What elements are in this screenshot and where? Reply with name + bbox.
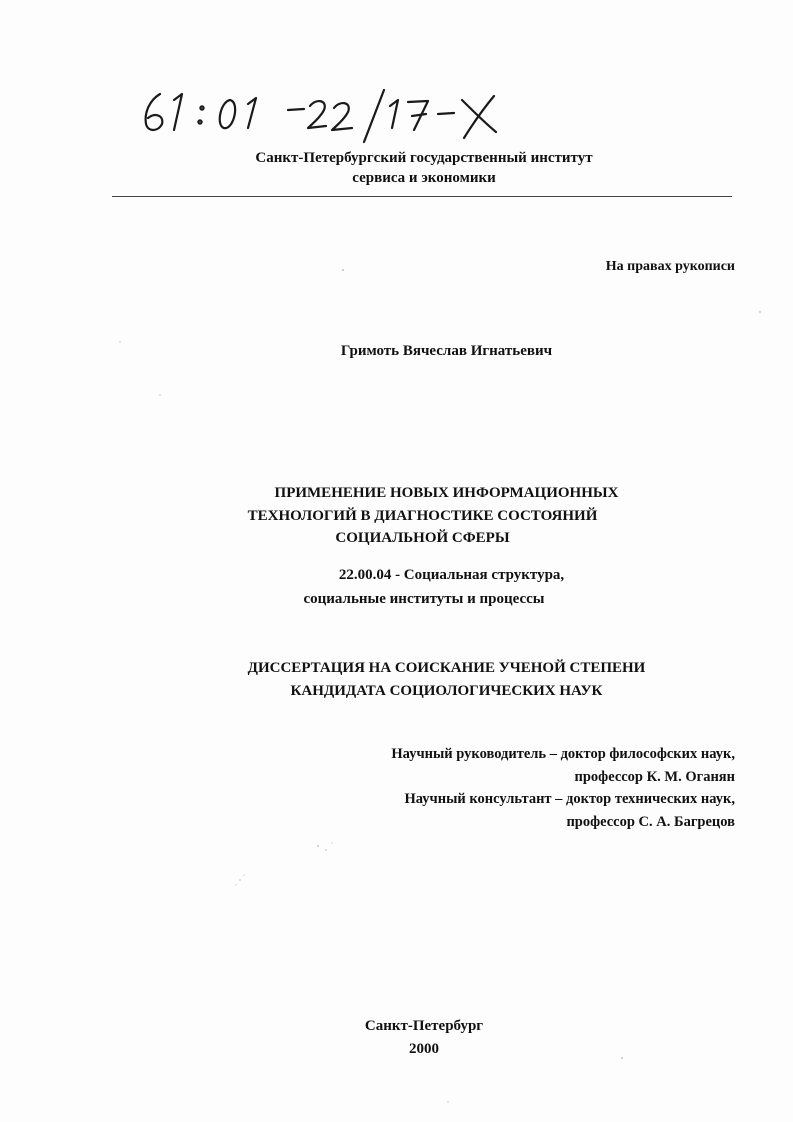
supervisor-line-2: профессор К. М. Оганян xyxy=(574,769,735,785)
dissertation-line-2: КАНДИДАТА СОЦИОЛОГИЧЕСКИХ НАУК xyxy=(290,683,603,699)
specialty-line-2: социальные институты и процессы xyxy=(303,591,545,607)
header-divider xyxy=(112,196,732,197)
institution-line-1: Санкт-Петербургский государственный институт xyxy=(255,150,593,166)
handwritten-archive-code xyxy=(138,86,508,146)
consultant-line-1: Научный консультант – доктор технических наук, xyxy=(404,791,735,807)
consultant-line-2: профессор С. А. Багрецов xyxy=(566,814,735,830)
author-name: Гримоть Вячеслав Игнатьевич xyxy=(340,343,553,359)
year: 2000 xyxy=(409,1041,439,1057)
specialty-line-1: 22.00.04 - Социальная структура, xyxy=(338,567,565,583)
title-line-2: ТЕХНОЛОГИЙ В ДИАГНОСТИКЕ СОСТОЯНИЙ xyxy=(247,508,598,524)
supervisor-line-1: Научный руководитель – доктор философских наук, xyxy=(391,746,735,762)
city: Санкт-Петербург xyxy=(364,1018,484,1034)
title-line-3: СОЦИАЛЬНОЙ СФЕРЫ xyxy=(335,530,510,546)
institution-line-2: сервиса и экономики xyxy=(352,170,496,186)
dissertation-line-1: ДИССЕРТАЦИЯ НА СОИСКАНИЕ УЧЕНОЙ СТЕПЕНИ xyxy=(247,660,646,676)
rights-note: На правах рукописи xyxy=(605,259,735,274)
title-line-1: ПРИМЕНЕНИЕ НОВЫХ ИНФОРМАЦИОННЫХ xyxy=(274,485,619,501)
